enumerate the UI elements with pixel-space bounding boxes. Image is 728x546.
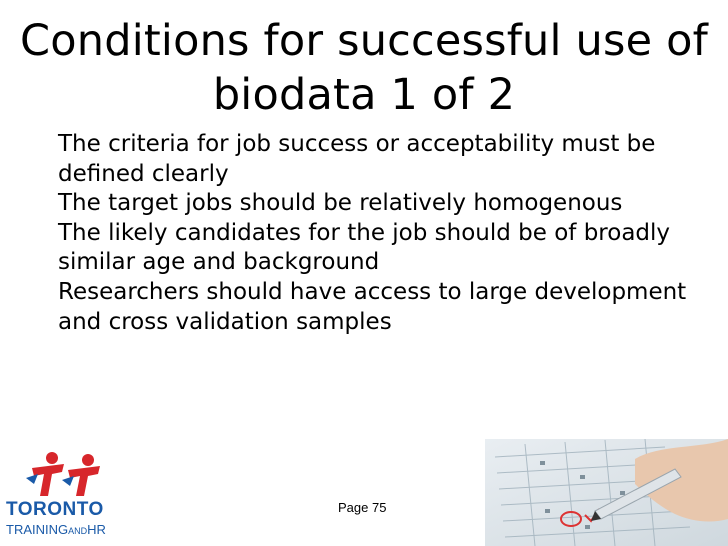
hand-writing-on-form-photo-icon (485, 439, 728, 546)
bullet-item: Researchers should have access to large development and cross validation samples (58, 278, 687, 335)
bullet-item: The likely candidates for the job should be of broadly similar age and background (58, 219, 671, 276)
bullet-item: The criteria for job success or acceptability must be defined clearly (58, 131, 656, 187)
bullet-list (58, 130, 688, 337)
logo-wordmark: TORONTO (6, 499, 104, 520)
slide-title: Conditions for successful use of biodata 1 of 2 (20, 16, 708, 120)
logo-subtitle: TRAININGANDHR (6, 522, 106, 537)
page-number: Page 75 (338, 500, 387, 515)
bullet-item: The target jobs should be relatively homogenous (58, 190, 623, 217)
